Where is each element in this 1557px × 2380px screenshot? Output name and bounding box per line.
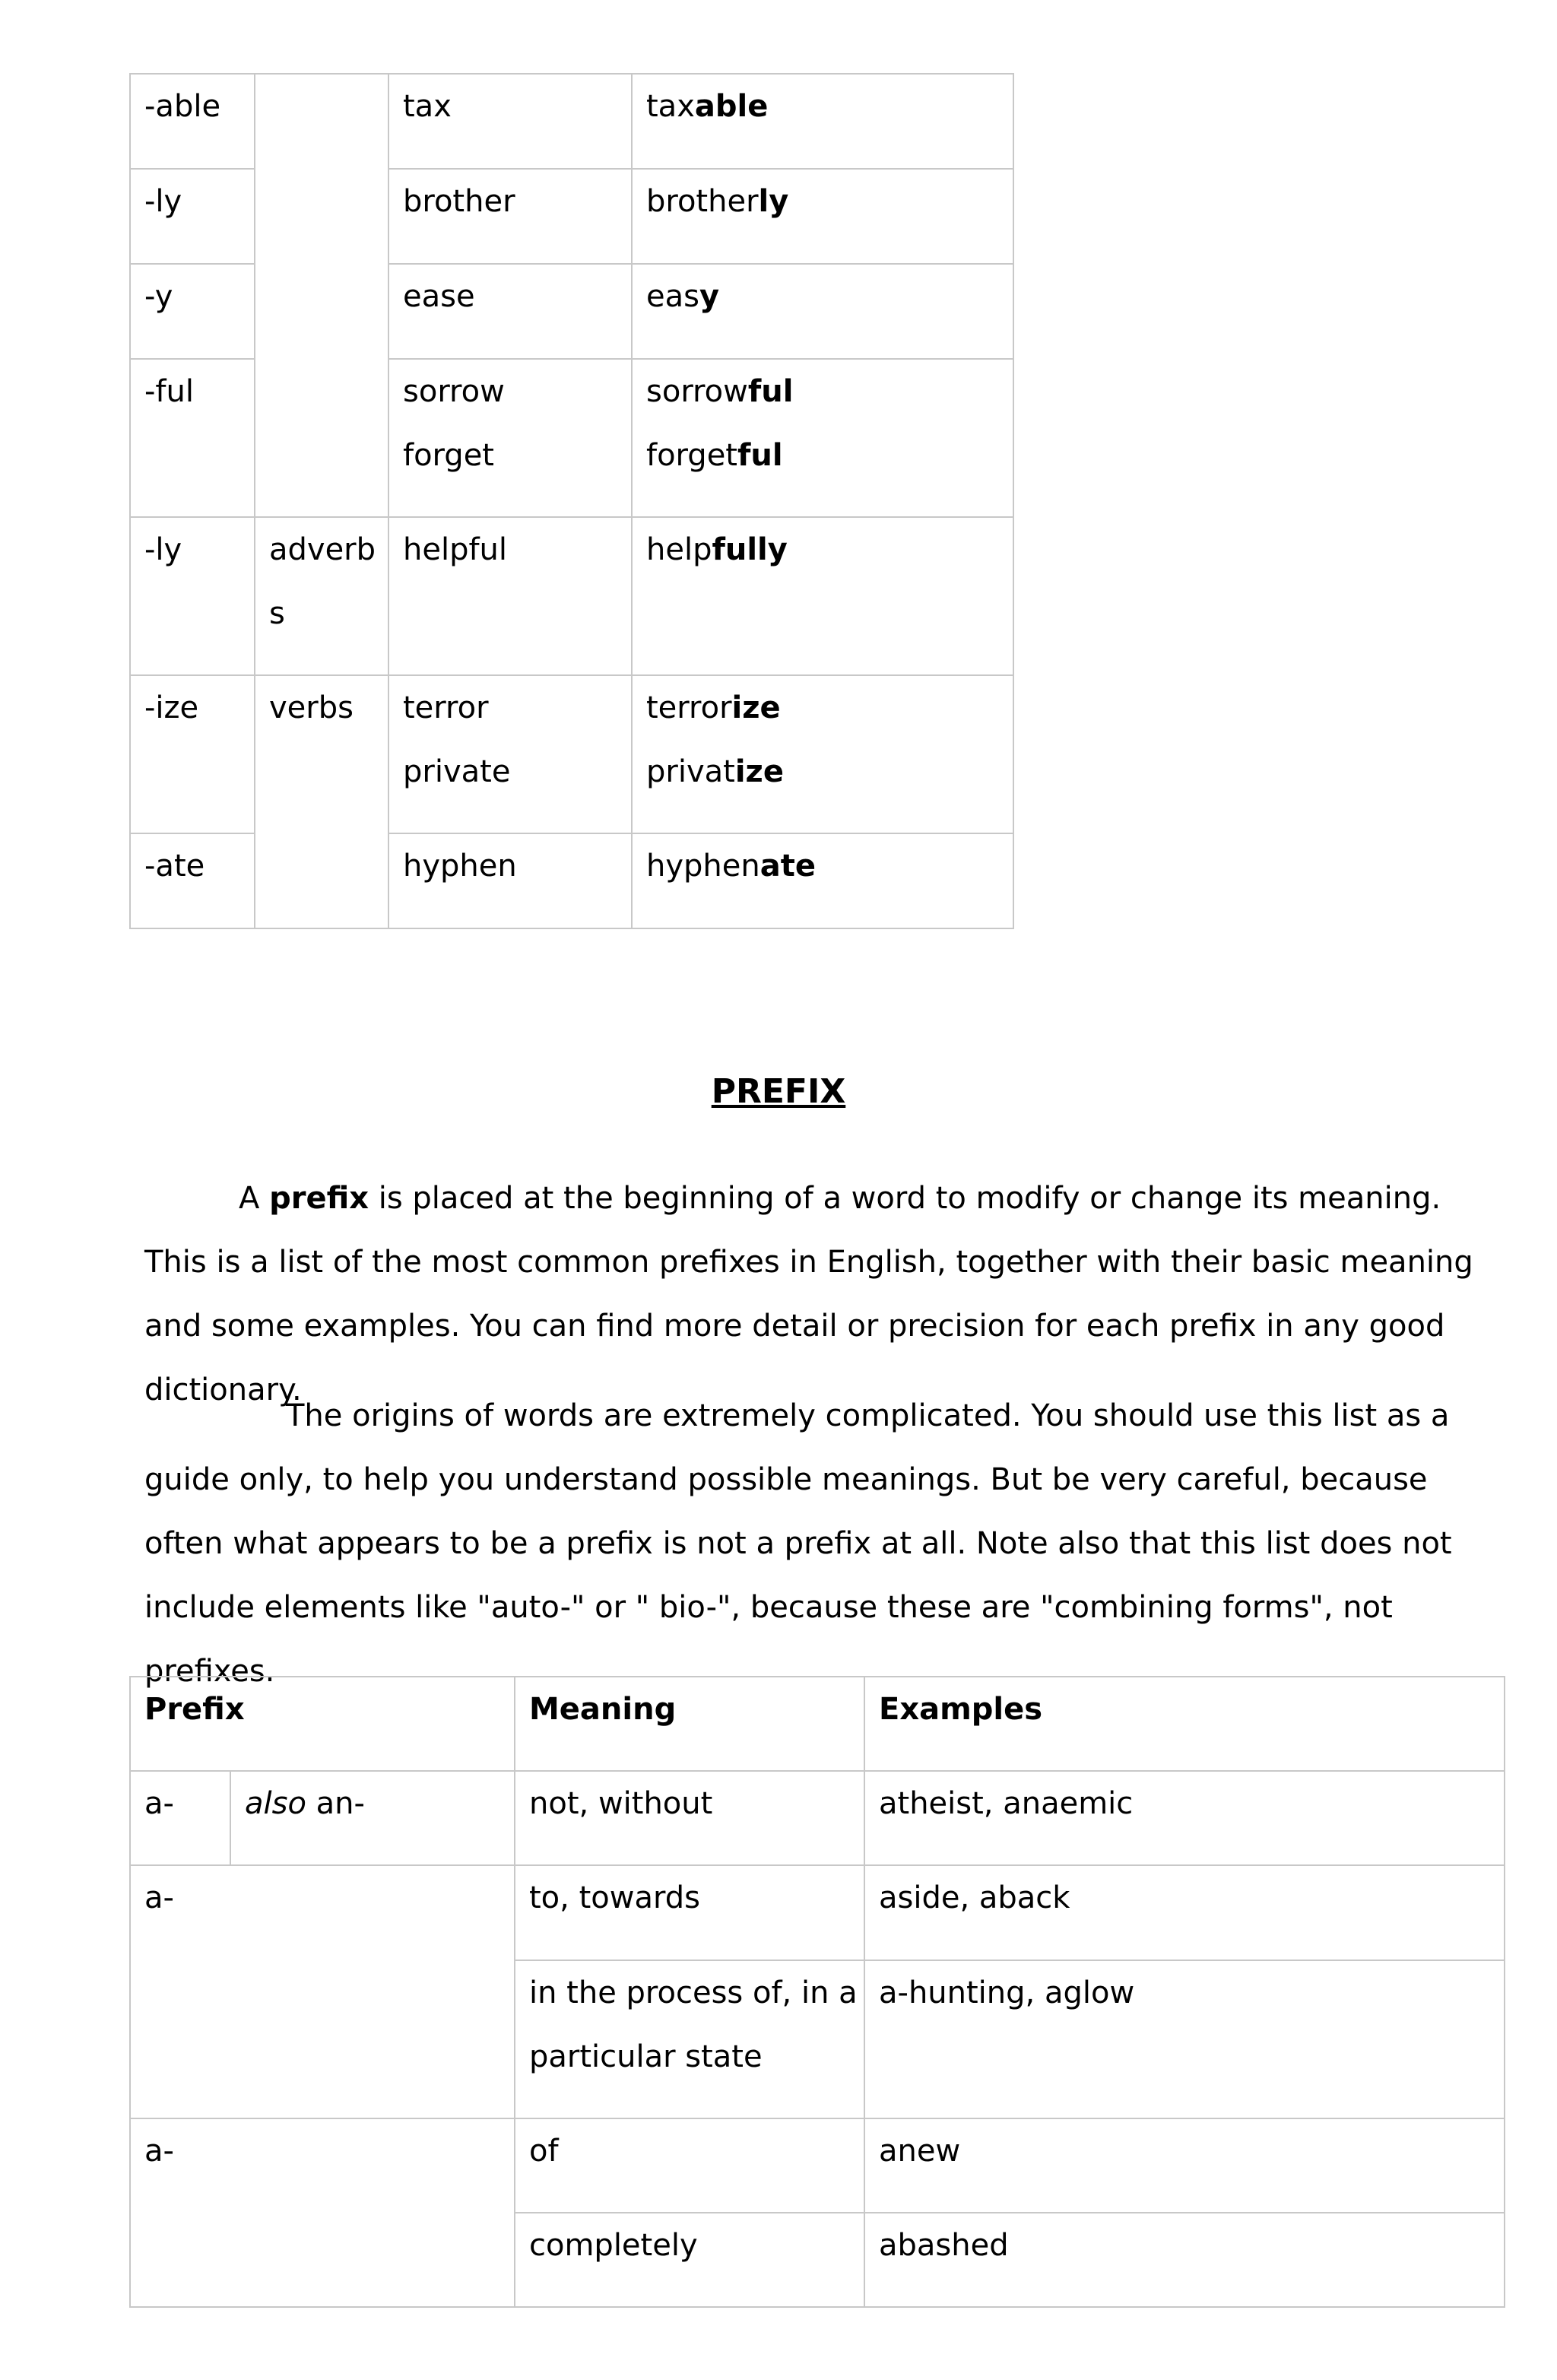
- header-meaning: Meaning: [515, 1677, 864, 1771]
- suffix-cell: -ize: [130, 675, 255, 833]
- intro-paragraph: A prefix is placed at the beginning of a word to modify or change its meaning. This is a list of the most common prefixes in English, together with their basic meaning and some examples. You can find more detail or precision for each prefix in any good dictionary.: [144, 1181, 1473, 1407]
- suffix-cell: -ly: [130, 169, 255, 264]
- meaning-cell: to, towards: [515, 1865, 864, 1960]
- table-row: [130, 517, 1013, 675]
- result-word-cell: hyphenate: [632, 833, 1013, 928]
- prefix-cell: a-: [130, 2118, 515, 2307]
- examples-cell: abashed: [864, 2213, 1505, 2307]
- examples-cell: anew: [864, 2118, 1505, 2213]
- prefix-variant-cell: also an-: [230, 1771, 515, 1865]
- origins-paragraph: The origins of words are extremely complicated. You should use this list as a guide only, to help you understand possible meanings. But be very careful, because often what appears to be a prefix is not a prefix at all. Note also that this list does not include elements like "auto-" or " bio-", because these are "combining forms", not prefixes.: [144, 1398, 1452, 1689]
- prefix-table: [129, 1676, 1505, 2308]
- category-cell: [255, 74, 388, 517]
- base-word-cell: hyphen: [388, 833, 632, 928]
- result-word-cell: helpfully: [632, 517, 1013, 675]
- prefix-cell: a-: [130, 1771, 230, 1865]
- category-cell: verbs: [255, 675, 388, 928]
- base-word-cell: brother: [388, 169, 632, 264]
- meaning-cell: completely: [515, 2213, 864, 2307]
- table-header-row: [130, 1677, 1505, 1771]
- suffix-cell: -y: [130, 264, 255, 359]
- table-row: [130, 1771, 1505, 1865]
- suffix-cell: -ate: [130, 833, 255, 928]
- table-row: [130, 74, 1013, 169]
- table-row: [130, 1865, 1505, 1960]
- base-word-cell: tax: [388, 74, 632, 169]
- base-word-cell: helpful: [388, 517, 632, 675]
- header-examples: Examples: [864, 1677, 1505, 1771]
- examples-cell: a-hunting, aglow: [864, 1960, 1505, 2118]
- base-word-cell: terror private: [388, 675, 632, 833]
- suffix-cell: -able: [130, 74, 255, 169]
- meaning-cell: in the process of, in a particular state: [515, 1960, 864, 2118]
- result-word-cell: terrorize privatize: [632, 675, 1013, 833]
- section-heading: PREFIX: [711, 1072, 846, 1111]
- examples-cell: atheist, anaemic: [864, 1771, 1505, 1865]
- table-row: [130, 2118, 1505, 2213]
- header-prefix: Prefix: [130, 1677, 515, 1771]
- suffix-table: [129, 73, 1014, 929]
- result-word-cell: taxable: [632, 74, 1013, 169]
- result-word-cell: sorrowful forgetful: [632, 359, 1013, 517]
- suffix-cell: -ful: [130, 359, 255, 517]
- category-cell: adverb s: [255, 517, 388, 675]
- result-word-cell: brotherly: [632, 169, 1013, 264]
- base-word-cell: sorrow forget: [388, 359, 632, 517]
- suffix-cell: -ly: [130, 517, 255, 675]
- meaning-cell: of: [515, 2118, 864, 2213]
- examples-cell: aside, aback: [864, 1865, 1505, 1960]
- prefix-cell: a-: [130, 1865, 515, 2118]
- meaning-cell: not, without: [515, 1771, 864, 1865]
- base-word-cell: ease: [388, 264, 632, 359]
- table-row: [130, 675, 1013, 833]
- result-word-cell: easy: [632, 264, 1013, 359]
